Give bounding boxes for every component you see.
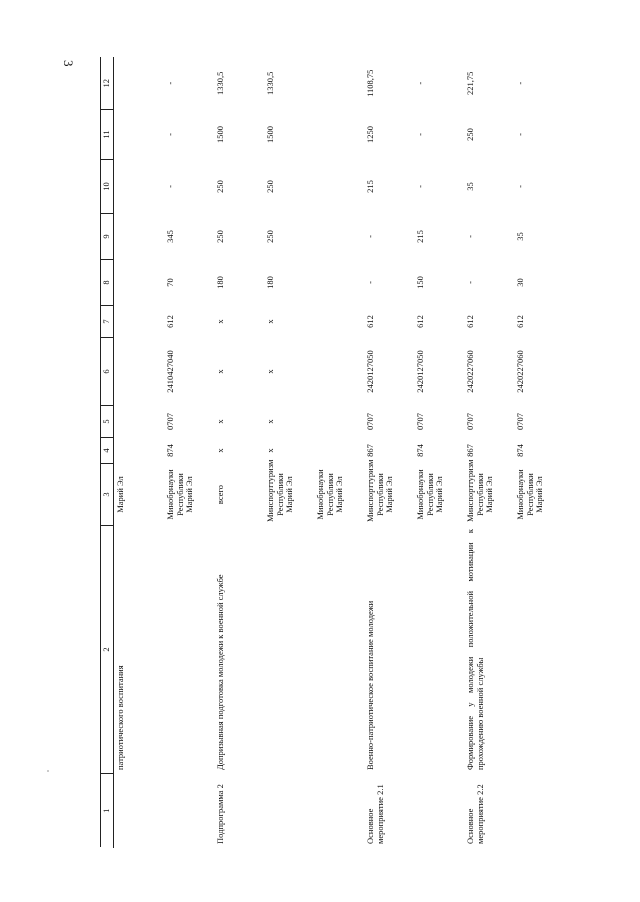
table-row bbox=[514, 58, 564, 848]
cell-executor: Минобрнауки Республики Марий Эл bbox=[314, 469, 345, 520]
table-row bbox=[214, 58, 264, 848]
column-header: 2 bbox=[101, 526, 114, 774]
cell-value: - bbox=[514, 81, 525, 85]
cell-value: - bbox=[164, 185, 175, 188]
cell-value: 1330,5 bbox=[214, 71, 225, 95]
column-header: 12 bbox=[101, 58, 114, 110]
cell-vr: 612 bbox=[364, 315, 375, 328]
cell-rzpr: 0707 bbox=[414, 413, 425, 430]
cell-program bbox=[314, 774, 364, 848]
cell-value: - bbox=[364, 235, 375, 238]
cell-value: 250 bbox=[264, 180, 275, 193]
cell-vr bbox=[314, 306, 364, 338]
rotated-page-content bbox=[100, 0, 640, 848]
column-header: 1 bbox=[101, 774, 114, 848]
cell-title bbox=[164, 526, 214, 774]
cell-csr: 2420227060 bbox=[464, 350, 475, 393]
cell-title bbox=[264, 526, 314, 774]
column-header: 6 bbox=[101, 338, 114, 406]
column-header: 7 bbox=[101, 306, 114, 338]
cell-value: 180 bbox=[264, 276, 275, 289]
column-header: 5 bbox=[101, 406, 114, 438]
cell-program: Основное мероприятие 2.1 bbox=[364, 784, 385, 844]
cell-grbs: 874 bbox=[414, 444, 425, 457]
cell-program bbox=[514, 774, 564, 848]
cell-program bbox=[113, 774, 164, 848]
cell-value: - bbox=[414, 133, 425, 136]
cell-rzpr: 0707 bbox=[164, 413, 175, 430]
cell-value: 250 bbox=[264, 230, 275, 243]
cell-vr: 612 bbox=[514, 315, 525, 328]
cell-value: - bbox=[164, 133, 175, 136]
cell-rzpr: 0707 bbox=[514, 413, 525, 430]
cell-value: - bbox=[464, 235, 475, 238]
cell-value: 70 bbox=[164, 278, 175, 287]
cell-value: 250 bbox=[214, 180, 225, 193]
column-header: 3 bbox=[101, 464, 114, 526]
cell-value: 250 bbox=[214, 230, 225, 243]
cell-value: 180 bbox=[214, 276, 225, 289]
table-row bbox=[264, 58, 314, 848]
cell-vr: 612 bbox=[164, 315, 175, 328]
cell-vr bbox=[113, 306, 164, 338]
cell-grbs: х bbox=[264, 448, 275, 453]
cell-executor: Минспорттуризм Республики Марий Эл bbox=[364, 459, 395, 522]
cell-value bbox=[314, 214, 364, 260]
cell-rzpr bbox=[113, 406, 164, 438]
cell-value bbox=[113, 260, 164, 306]
cell-value: 215 bbox=[364, 180, 375, 193]
cell-title: Допризывная подготовка молодежи к военной службе bbox=[214, 574, 225, 770]
cell-value: - bbox=[164, 81, 175, 85]
cell-value bbox=[314, 160, 364, 214]
cell-csr: 2420127050 bbox=[364, 350, 375, 393]
cell-vr: 612 bbox=[414, 315, 425, 328]
budget-table bbox=[100, 58, 564, 849]
table-row bbox=[364, 58, 414, 848]
cell-title bbox=[414, 526, 464, 774]
cell-rzpr: х bbox=[214, 419, 225, 424]
table-row bbox=[314, 58, 364, 848]
cell-csr bbox=[113, 338, 164, 406]
column-header: 10 bbox=[101, 160, 114, 214]
cell-value: - bbox=[414, 81, 425, 85]
column-header: 9 bbox=[101, 214, 114, 260]
cell-executor: Марий Эл bbox=[114, 476, 125, 513]
cell-grbs bbox=[314, 438, 364, 464]
cell-value: 221,75 bbox=[464, 71, 475, 95]
cell-executor: Минспорттуризм Республики Марий Эл bbox=[464, 459, 495, 522]
cell-value: 150 bbox=[414, 276, 425, 289]
cell-value: - bbox=[414, 185, 425, 188]
cell-title: Формирование у молодежи положительной мотивации к прохождению военной службы bbox=[464, 529, 485, 770]
cell-value bbox=[314, 260, 364, 306]
cell-grbs: 874 bbox=[514, 444, 525, 457]
cell-value: - bbox=[464, 281, 475, 284]
cell-title: патриотического воспитания bbox=[114, 665, 125, 770]
cell-value bbox=[113, 110, 164, 160]
table-row bbox=[414, 58, 464, 848]
cell-value: 1500 bbox=[264, 126, 275, 143]
cell-value: - bbox=[514, 185, 525, 188]
cell-grbs: 867 bbox=[364, 444, 375, 457]
cell-grbs: х bbox=[214, 448, 225, 453]
cell-value: 250 bbox=[464, 128, 475, 141]
table-row bbox=[464, 58, 514, 848]
cell-program bbox=[264, 774, 314, 848]
cell-value: - bbox=[364, 281, 375, 284]
cell-value: 1330,5 bbox=[264, 71, 275, 95]
cell-executor: Минобрнауки Республики Марий Эл bbox=[514, 469, 545, 520]
cell-value bbox=[113, 160, 164, 214]
cell-executor: Минспорттуризм Республики Марий Эл bbox=[264, 459, 295, 522]
cell-csr bbox=[314, 338, 364, 406]
cell-value: 1108,75 bbox=[364, 69, 375, 97]
cell-csr: х bbox=[264, 369, 275, 374]
cell-csr: х bbox=[214, 369, 225, 374]
cell-title bbox=[514, 526, 564, 774]
column-header: 11 bbox=[101, 110, 114, 160]
cell-rzpr: х bbox=[264, 419, 275, 424]
cell-value bbox=[113, 58, 164, 110]
cell-value: 30 bbox=[514, 278, 525, 287]
cell-value: - bbox=[514, 133, 525, 136]
cell-value: 345 bbox=[164, 230, 175, 243]
cell-csr: 2420127050 bbox=[414, 350, 425, 393]
table-header-row bbox=[101, 58, 114, 848]
table-row bbox=[113, 58, 164, 848]
cell-value bbox=[314, 110, 364, 160]
cell-vr: 612 bbox=[464, 315, 475, 328]
cell-grbs: 867 bbox=[464, 444, 475, 457]
scan-speck bbox=[47, 770, 49, 772]
cell-csr: 2410427040 bbox=[164, 350, 175, 393]
cell-title: Военно-патриотическое воспитание молодежи bbox=[364, 600, 375, 770]
cell-value: 35 bbox=[514, 232, 525, 241]
page-number: 3 bbox=[61, 60, 76, 67]
table-row bbox=[164, 58, 214, 848]
cell-vr: х bbox=[214, 319, 225, 324]
cell-value: 1250 bbox=[364, 126, 375, 143]
cell-program: Подпрограмма 2 bbox=[214, 784, 225, 844]
cell-rzpr: 0707 bbox=[364, 413, 375, 430]
cell-grbs bbox=[113, 438, 164, 464]
cell-executor: Минобрнауки Республики Марий Эл bbox=[414, 469, 445, 520]
cell-rzpr bbox=[314, 406, 364, 438]
cell-value: 1500 bbox=[214, 126, 225, 143]
cell-program: Основное мероприятие 2.2 bbox=[464, 784, 485, 844]
cell-program bbox=[164, 774, 214, 848]
column-header: 4 bbox=[101, 438, 114, 464]
cell-program bbox=[414, 774, 464, 848]
cell-value: 35 bbox=[464, 182, 475, 191]
cell-rzpr: 0707 bbox=[464, 413, 475, 430]
cell-csr: 2420227060 bbox=[514, 350, 525, 393]
cell-title bbox=[314, 526, 364, 774]
cell-executor: Минобрнауки Республики Марий Эл bbox=[164, 469, 195, 520]
cell-value bbox=[314, 58, 364, 110]
cell-executor: всего bbox=[214, 484, 225, 505]
cell-grbs: 874 bbox=[164, 444, 175, 457]
cell-vr: х bbox=[264, 319, 275, 324]
cell-value: 215 bbox=[414, 230, 425, 243]
column-header: 8 bbox=[101, 260, 114, 306]
cell-value bbox=[113, 214, 164, 260]
